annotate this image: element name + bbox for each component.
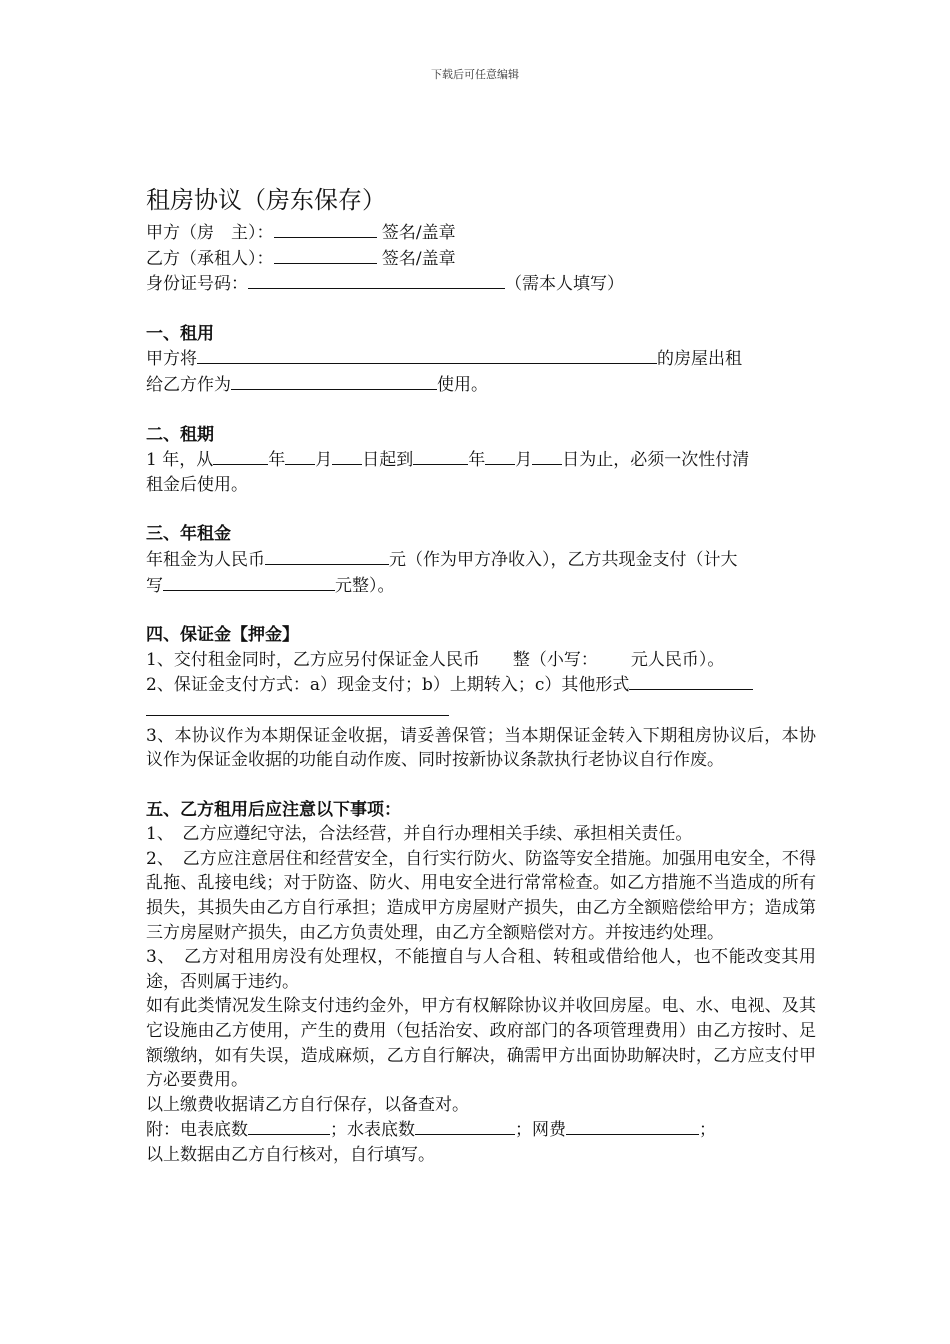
deposit-text: 元人民币）。 [630, 649, 725, 670]
term-text: 月 [315, 450, 333, 471]
rent-text: 年租金为人民币 [146, 549, 265, 570]
party-a-signature-blank[interactable] [274, 220, 377, 238]
section-1-line-2 [146, 372, 816, 398]
rent-text: 元（作为甲方净收入），乙方共现金支付（计大 [389, 549, 738, 570]
document-body [146, 182, 816, 1168]
internet-fee-blank[interactable] [566, 1117, 699, 1135]
party-a-line [146, 220, 816, 246]
section-1-text: 给乙方作为 [146, 374, 231, 395]
deposit-text: 2、保证金支付方式：a）现金支付；b）上期转入；c）其他形式 [146, 675, 630, 696]
rent-in-words-blank[interactable] [163, 573, 335, 591]
section-3-heading: 三、年租金 [146, 524, 231, 545]
deposit-item-3: 3、本协议作为本期保证金收据，请妥善保管；当本期保证金转入下期租房协议后，本协议作为保证金收据的功能自动作废、同时按新协议条款执行老协议自行作废。 [146, 725, 816, 771]
deposit-item-2-cont [146, 698, 816, 724]
term-text: 日起到 [362, 450, 414, 471]
section-1-line-1 [146, 346, 816, 372]
party-b-line [146, 246, 816, 272]
term-text: 月 [515, 450, 533, 471]
section-1-heading: 一、租用 [146, 323, 214, 344]
id-number-label: 身份证号码： [146, 274, 248, 295]
notice-paragraph-2: 以上缴费收据请乙方自行保存，以备查对。 [146, 1094, 469, 1115]
rent-text: 元整）。 [335, 575, 395, 596]
start-year-blank[interactable] [213, 447, 268, 465]
deposit-item-2 [146, 672, 816, 698]
deposit-item-1 [146, 648, 816, 673]
section-4-heading: 四、保证金【押金】 [146, 625, 299, 646]
id-number-blank[interactable] [248, 271, 505, 289]
meter-text: ；网费 [515, 1120, 566, 1141]
term-text: 年 [468, 450, 486, 471]
meter-text: ；水表底数 [330, 1120, 415, 1141]
party-a-sign-label: 签名/盖章 [376, 223, 456, 243]
term-text: 日为止，必须一次性付清 [562, 450, 750, 471]
term-text: 1 年，从 [146, 450, 214, 471]
notice-item-1: 1、 乙方应遵纪守法，合法经营，并自行办理相关手续、承担相关责任。 [146, 824, 693, 845]
other-payment-blank-cont[interactable] [146, 698, 449, 716]
section-2-heading: 二、租期 [146, 424, 214, 445]
deposit-text: 整（小写： [512, 649, 598, 670]
notice-paragraph-1: 如有此类情况发生除支付违约金外，甲方有权解除协议并收回房屋。电、水、电视、及其它设施由乙方使用，产生的费用（包括治安、政府部门的各项管理费用）由乙方按时、足额缴纳，如有失误，造成麻烦，乙方自行解决，确需甲方出面协助解决时，乙方应支付甲方必要费用。 [146, 996, 816, 1091]
electric-meter-blank[interactable] [248, 1117, 330, 1135]
party-b-sign-label: 签名/盖章 [376, 248, 456, 269]
other-payment-blank[interactable] [629, 672, 753, 690]
notice-item-2: 2、 乙方应注意居住和经营安全，自行实行防火、防盗等安全措施。加强用电安全，不得乱拖、乱接电线；对于防盗、防火、用电安全进行常常检查。如乙方措施不当造成的所有损失，其损失由乙方自行承担；造成甲方房屋财产损失，由乙方全额赔偿给甲方；造成第三方房屋财产损失，由乙方负责处理，由乙方全额赔偿对方。并按违约处理。 [146, 848, 816, 943]
document-title: 租房协议（房东保存） [146, 186, 386, 214]
section-1-text: 的房屋出租 [657, 349, 742, 370]
meter-text: 附：电表底数 [146, 1120, 248, 1141]
rent-text: 写 [146, 575, 163, 596]
section-3-line-1 [146, 547, 816, 573]
meter-text: ； [699, 1120, 716, 1141]
page-header: 下载后可任意编辑 [431, 68, 519, 81]
usage-purpose-blank[interactable] [231, 372, 437, 390]
end-day-blank[interactable] [532, 447, 562, 465]
start-month-blank[interactable] [285, 447, 315, 465]
end-month-blank[interactable] [485, 447, 515, 465]
id-number-note: （需本人填写） [505, 274, 624, 295]
section-2-line-1 [146, 447, 816, 473]
term-text: 年 [268, 450, 286, 471]
section-3-line-2 [146, 573, 816, 599]
section-1-text: 使用。 [437, 374, 488, 395]
property-address-blank[interactable] [197, 346, 657, 364]
meter-readings-line [146, 1117, 816, 1143]
section-2-line-2: 租金后使用。 [146, 474, 248, 495]
section-5-heading: 五、乙方租用后应注意以下事项： [146, 799, 401, 820]
id-number-line [146, 271, 816, 297]
start-day-blank[interactable] [332, 447, 362, 465]
section-1-text: 甲方将 [146, 349, 197, 370]
end-year-blank[interactable] [413, 447, 468, 465]
water-meter-blank[interactable] [415, 1117, 515, 1135]
annual-rent-blank[interactable] [265, 547, 389, 565]
notice-item-3: 3、 乙方对租用房没有处理权，不能擅自与人合租、转租或借给他人，也不能改变其用途，否则属于违约。 [146, 947, 816, 992]
party-b-signature-blank[interactable] [274, 246, 377, 264]
party-a-label: 甲方（房 主）： [146, 223, 274, 243]
deposit-text: 1、交付租金同时，乙方应另付保证金人民币 [146, 649, 480, 670]
notice-paragraph-3: 以上数据由乙方自行核对，自行填写。 [146, 1145, 435, 1165]
party-b-label: 乙方（承租人）： [146, 248, 274, 269]
